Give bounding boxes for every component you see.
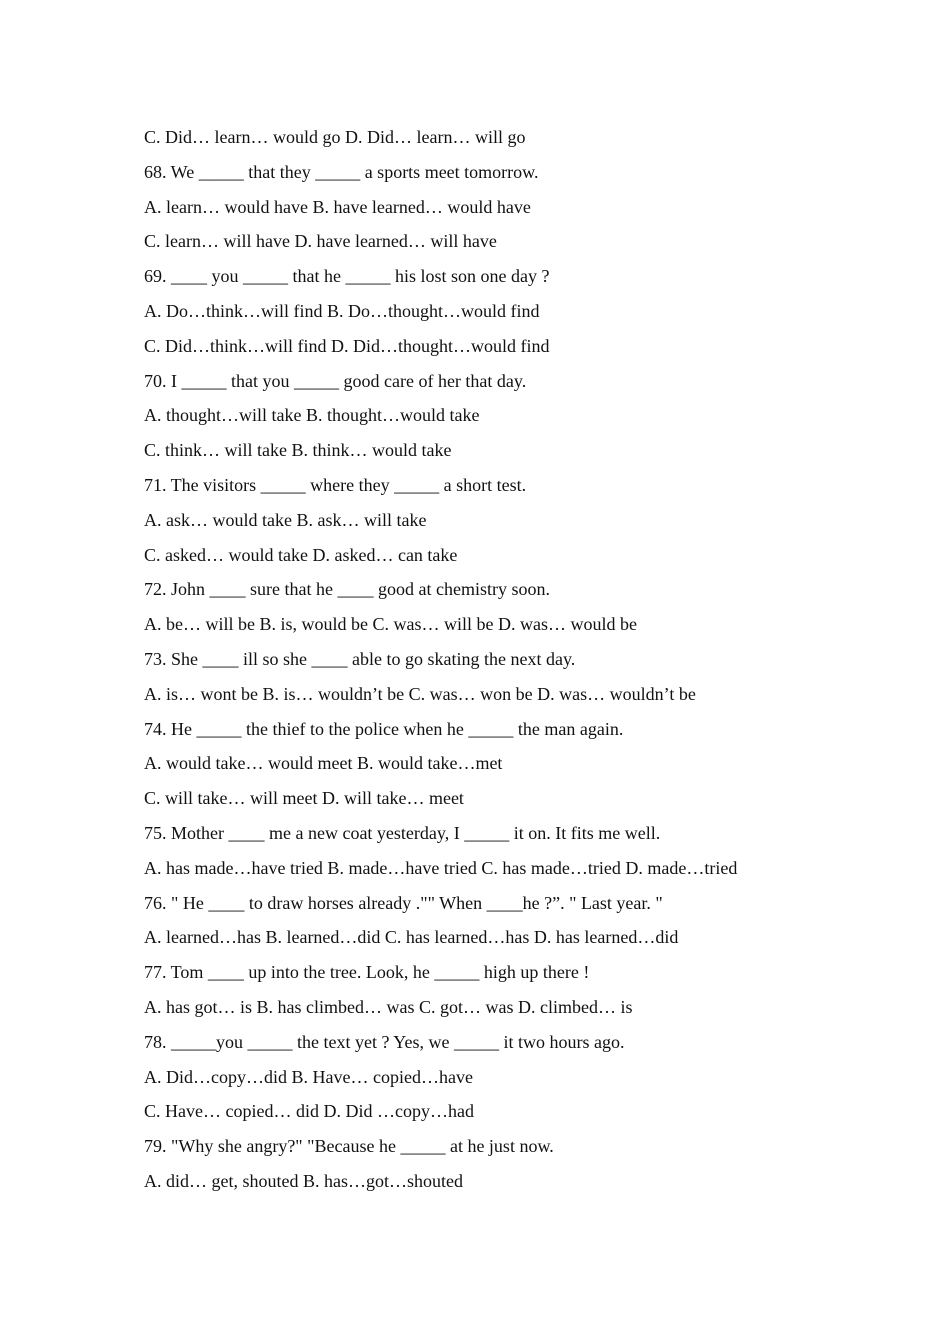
- text-line: A. has got… is B. has climbed… was C. got… was D. climbed… is: [144, 996, 633, 1017]
- text-line: 76. " He ____ to draw horses already ."" When ____he ?”. " Last year. ": [144, 892, 663, 913]
- text-line: A. did… get, shouted B. has…got…shouted: [144, 1170, 463, 1191]
- text-line: 69. ____ you _____ that he _____ his lost son one day ?: [144, 266, 550, 287]
- text-line: C. Have… copied… did D. Did …copy…had: [144, 1101, 474, 1122]
- text-line: C. Did…think…will find D. Did…thought…would find: [144, 335, 550, 356]
- text-line: 77. Tom ____ up into the tree. Look, he _____ high up there !: [144, 962, 590, 983]
- text-line: C. Did… learn… would go D. Did… learn… will go: [144, 127, 526, 147]
- text-line: A. Do…think…will find B. Do…thought…would find: [144, 300, 540, 321]
- text-line: 71. The visitors _____ where they _____ a short test.: [144, 474, 527, 495]
- text-line: 73. She ____ ill so she ____ able to go skating the next day.: [144, 648, 576, 669]
- text-line: C. learn… will have D. have learned… will have: [144, 231, 497, 252]
- text-line: 75. Mother ____ me a new coat yesterday, I _____ it on. It fits me well.: [144, 822, 661, 843]
- text-line: A. be… will be B. is, would be C. was… will be D. was… would be: [144, 614, 637, 635]
- text-line: A. learn… would have B. have learned… would have: [144, 196, 531, 217]
- text-line: A. thought…will take B. thought…would take: [144, 405, 480, 426]
- text-line: A. would take… would meet B. would take…met: [144, 753, 503, 774]
- text-line: A. ask… would take B. ask… will take: [144, 509, 427, 530]
- text-line: 79. "Why she angry?" "Because he _____ at he just now.: [144, 1136, 554, 1157]
- text-line: 68. We _____ that they _____ a sports meet tomorrow.: [144, 161, 539, 182]
- text-line: 74. He _____ the thief to the police when he _____ the man again.: [144, 718, 624, 739]
- text-line: 70. I _____ that you _____ good care of her that day.: [144, 370, 527, 391]
- text-line: A. is… wont be B. is… wouldn’t be C. was… won be D. was… wouldn’t be: [144, 683, 696, 704]
- text-line: C. will take… will meet D. will take… meet: [144, 788, 464, 809]
- question-text-block: [144, 124, 844, 1203]
- text-line: 78. _____you _____ the text yet ? Yes, we _____ it two hours ago.: [144, 1031, 625, 1052]
- text-line: A. has made…have tried B. made…have tried C. has made…tried D. made…tried: [144, 857, 738, 878]
- text-line: C. think… will take B. think… would take: [144, 440, 452, 461]
- text-line: C. asked… would take D. asked… can take: [144, 544, 458, 565]
- text-line: 72. John ____ sure that he ____ good at chemistry soon.: [144, 579, 550, 600]
- text-line: A. learned…has B. learned…did C. has learned…has D. has learned…did: [144, 927, 679, 948]
- text-line: A. Did…copy…did B. Have… copied…have: [144, 1066, 473, 1087]
